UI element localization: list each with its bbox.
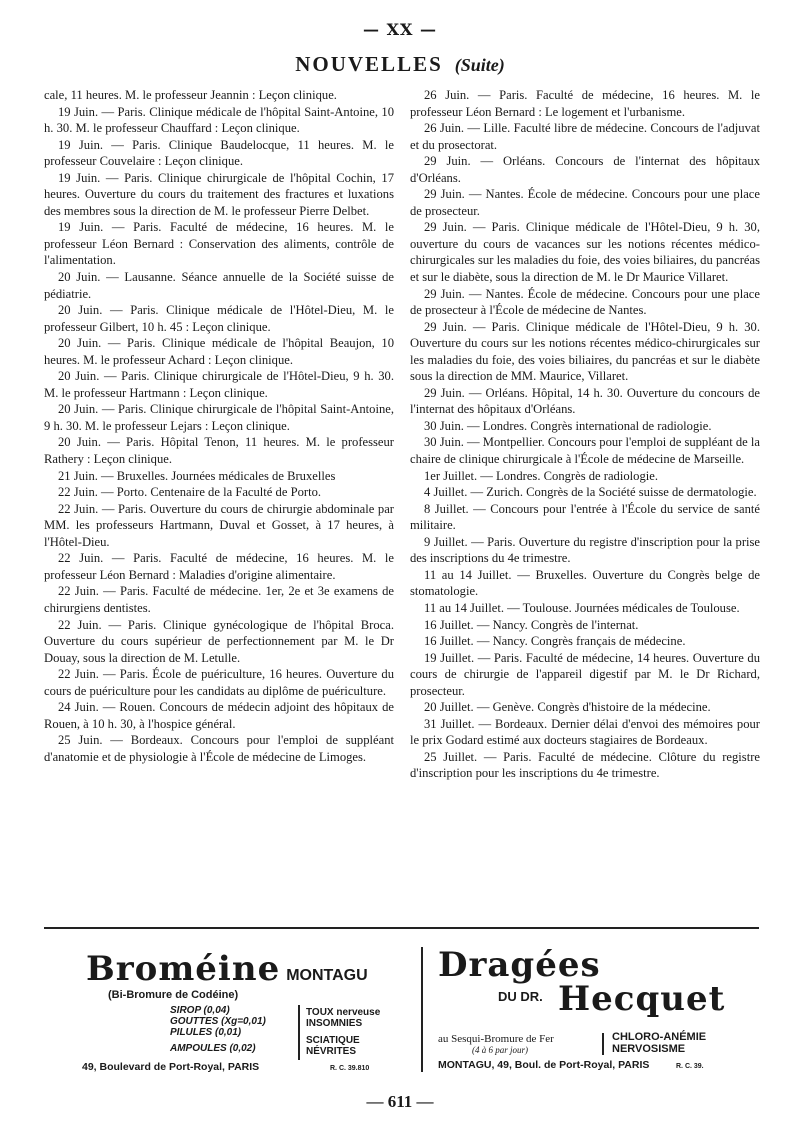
news-entry: 22 Juin. — Porto. Centenaire de la Faculté de Porto. <box>58 485 322 500</box>
news-entry: 1er Juillet. — Londres. Congrès de radiologie. <box>424 468 658 483</box>
news-entry: 19 Juin. — Paris. Clinique chirurgicale de l'hôpital Cochin, 17 heures. Ouverture du cours du traitement des fractures et luxations des membres sous la direction de M. le professeur Pierre Delbet. <box>44 170 394 218</box>
hecquet-address: MONTAGU, 49, Boul. de Port-Royal, PARIS <box>438 1059 650 1071</box>
news-entry: 19 Juillet. — Paris. Faculté de médecine, 14 heures. Ouverture du cours de chirurgie de l'appareil digestif par M. le Dr Richard, prosecteur. <box>410 650 760 698</box>
news-entry: 11 au 14 Juillet. — Toulouse. Journées médicales de Toulouse. <box>424 600 740 615</box>
hecquet-line: au Sesqui-Bromure de Fer <box>438 1033 554 1045</box>
bromeine-code: R. C. 39.810 <box>330 1065 370 1072</box>
du-dr-label: DU DR. <box>498 989 543 1004</box>
news-entry: 29 Juin. — Orléans. Concours de l'internat des hôpitaux d'Orléans. <box>410 154 760 185</box>
news-entry: 19 Juin. — Paris. Clinique médicale de l'hôpital Saint-Antoine, 10 h. 30. M. le professeur Chauffard : Leçon clinique. <box>44 104 394 136</box>
dragees-brand: Dragées <box>438 945 601 985</box>
ads-top-rule <box>44 927 759 929</box>
news-entry: 30 Juin. — Londres. Congrès international de radiologie. <box>424 418 712 433</box>
bracket <box>602 1033 606 1055</box>
hecquet-advertisement <box>432 945 762 1085</box>
page-title <box>0 52 800 77</box>
form-item: PILULES (0,01) <box>170 1027 242 1038</box>
form-item: SIROP (0,04) <box>170 1005 230 1016</box>
form-item: AMPOULES (0,02) <box>170 1043 256 1054</box>
news-entry: 11 au 14 Juillet. — Bruxelles. Ouverture du Congrès belge de stomatologie. <box>410 567 760 599</box>
news-entry: 29 Juin. — Orléans. Hôpital, 14 h. 30. Ouverture du concours de l'internat des hôpitaux d'Orléans. <box>410 385 760 417</box>
indication-item: NERVOSISME <box>612 1043 686 1055</box>
news-entry: 20 Juillet. — Genève. Congrès d'histoire de la médecine. <box>424 700 711 715</box>
news-entry: 20 Juin. — Lausanne. Séance annuelle de la Société suisse de pédiatrie. <box>44 270 394 301</box>
news-entry: 16 Juillet. — Nancy. Congrès français de médecine. <box>424 634 686 649</box>
bromeine-brand-suffix: MONTAGU <box>286 967 368 984</box>
news-entry: 29 Juin. — Nantes. École de médecine. Concours pour une place de prosecteur à l'École de médecine de Nantes. <box>410 286 760 318</box>
news-entry: 25 Juillet. — Paris. Faculté de médecine. Clôture du registre d'inscription pour les inscriptions du 4e trimestre. <box>410 749 760 781</box>
bromeine-advertisement <box>80 945 400 1085</box>
news-entry: 22 Juin. — Paris. Ouverture du cours de chirurgie abdominale par MM. les professeurs Hartmann, Duval et Gosset, à 17 heures, à l'Hôtel-Dieu. <box>44 501 394 549</box>
title-suffix: (Suite) <box>454 55 505 75</box>
indication-item: SCIATIQUE <box>306 1035 360 1046</box>
bracket <box>298 1005 302 1060</box>
hecquet-brand: Hecquet <box>558 979 726 1019</box>
news-entry: 20 Juin. — Paris. Clinique médicale de l'Hôtel-Dieu, M. le professeur Gilbert, 10 h. 45 : Leçon clinique. <box>44 303 394 334</box>
left-column <box>44 87 394 765</box>
section-mark: — XX — <box>363 20 437 39</box>
news-entry: 22 Juin. — Paris. Faculté de médecine, 16 heures. M. le professeur Léon Bernard : Maladies d'origine alimentaire. <box>44 551 394 582</box>
news-entry: 22 Juin. — Paris. Faculté de médecine. 1er, 2e et 3e examens de chirurgiens dentistes. <box>44 584 394 615</box>
bromeine-subtitle: (Bi-Bromure de Codéine) <box>108 989 239 1001</box>
hecquet-dosage: (4 à 6 par jour) <box>472 1045 528 1055</box>
form-item: GOUTTES (Xg=0,01) <box>170 1016 266 1027</box>
news-entry: 29 Juin. — Paris. Clinique médicale de l'Hôtel-Dieu, 9 h. 30. Ouverture du cours sur les notions récentes médico-chirurgicales sur les maladies du foie, des voies biliaires, du pancréas et sur le diabète sous la direction de MM. Maurice, Villaret. <box>410 319 760 384</box>
news-entry: 26 Juin. — Paris. Faculté de médecine, 16 heures. M. le professeur Léon Bernard : Le logement et l'urbanisme. <box>410 88 760 119</box>
news-entry: 19 Juin. — Paris. Clinique Baudelocque, 11 heures. M. le professeur Couvelaire : Leçon clinique. <box>44 137 394 169</box>
news-entry: cale, 11 heures. M. le professeur Jeannin : Leçon clinique. <box>44 88 337 102</box>
news-entry: 26 Juin. — Lille. Faculté libre de médecine. Concours de l'adjuvat et du prosectorat. <box>410 121 760 152</box>
news-entry: 22 Juin. — Paris. Clinique gynécologique de l'hôpital Broca. Ouverture du cours supérieur de perfectionnement par M. le Dr Douay, sous la direction de M. Letulle. <box>44 617 394 665</box>
news-entry: 20 Juin. — Paris. Hôpital Tenon, 11 heures. M. le professeur Rathery : Leçon clinique. <box>44 435 394 467</box>
bromeine-forms <box>170 1005 266 1054</box>
news-entry: 22 Juin. — Paris. École de puériculture, 16 heures. Ouverture du cours de puériculture pour les candidats au diplôme de puériculture. <box>44 667 394 698</box>
hecquet-code: R. C. 39. <box>676 1063 704 1070</box>
news-entry: 19 Juin. — Paris. Faculté de médecine, 16 heures. M. le professeur Léon Bernard : Conservation des aliments, contrôle de l'alimentation. <box>44 220 394 268</box>
news-entry: 29 Juin. — Nantes. École de médecine. Concours pour une place de prosecteur. <box>410 187 760 218</box>
indication-item: INSOMNIES <box>306 1018 363 1029</box>
news-entry: 31 Juillet. — Bordeaux. Dernier délai d'envoi des mémoires pour le prix Godard estimé aux docteurs stagiaires de Bordeaux. <box>410 716 760 748</box>
hecquet-indications <box>612 1031 706 1055</box>
news-entry: 24 Juin. — Rouen. Concours de médecin adjoint des hôpitaux de Rouen, à 10 h. 30, à l'hospice général. <box>44 700 394 731</box>
news-entry: 9 Juillet. — Paris. Ouverture du registre d'inscription pour la prise des inscriptions du 4e trimestre. <box>410 534 760 566</box>
news-entry: 30 Juin. — Montpellier. Concours pour l'emploi de suppléant de la chaire de clinique chirurgicale à l'École de médecine de Marseille. <box>410 435 760 467</box>
page-number: — 611 — <box>366 1092 434 1111</box>
indication-item: TOUX nerveuse <box>306 1007 381 1018</box>
news-entry: 25 Juin. — Bordeaux. Concours pour l'emploi de suppléant d'anatomie et de physiologie à l'École de médecine de Limoges. <box>44 733 394 764</box>
bromeine-indications <box>306 1007 380 1057</box>
news-entry: 20 Juin. — Paris. Clinique chirurgicale de l'hôpital Saint-Antoine, 9 h. 30. M. le professeur Lejars : Leçon clinique. <box>44 402 394 433</box>
title-text: NOUVELLES <box>295 52 443 76</box>
news-entry: 20 Juin. — Paris. Clinique médicale de l'hôpital Beaujon, 10 heures. M. le professeur Achard : Leçon clinique. <box>44 336 394 367</box>
indication-item: NÉVRITES <box>306 1046 357 1057</box>
news-entry: 8 Juillet. — Concours pour l'entrée à l'École du service de santé militaire. <box>410 501 760 533</box>
bromeine-brand: Broméine <box>86 949 281 989</box>
indication-item: CHLORO-ANÉMIE <box>612 1031 707 1043</box>
right-column <box>410 87 760 782</box>
ads-divider <box>421 947 423 1072</box>
news-entry: 4 Juillet. — Zurich. Congrès de la Société suisse de dermatologie. <box>424 485 757 500</box>
bromeine-address: 49, Boulevard de Port-Royal, PARIS <box>82 1061 260 1073</box>
news-entry: 21 Juin. — Bruxelles. Journées médicales de Bruxelles <box>58 468 336 483</box>
news-entry: 29 Juin. — Paris. Clinique médicale de l'Hôtel-Dieu, 9 h. 30, ouverture du cours de vacances sur les notions récentes médico-chirurgicales sur les maladies du foie, des voies biliaires, du pancréas et sur le diabète, sous la direction de M. le Dr Maurice Villaret. <box>410 220 760 285</box>
news-entry: 16 Juillet. — Nancy. Congrès de l'internat. <box>424 617 639 632</box>
news-entry: 20 Juin. — Paris. Clinique chirurgicale de l'Hôtel-Dieu, 9 h. 30. M. le professeur Hartmann : Leçon clinique. <box>44 369 394 400</box>
